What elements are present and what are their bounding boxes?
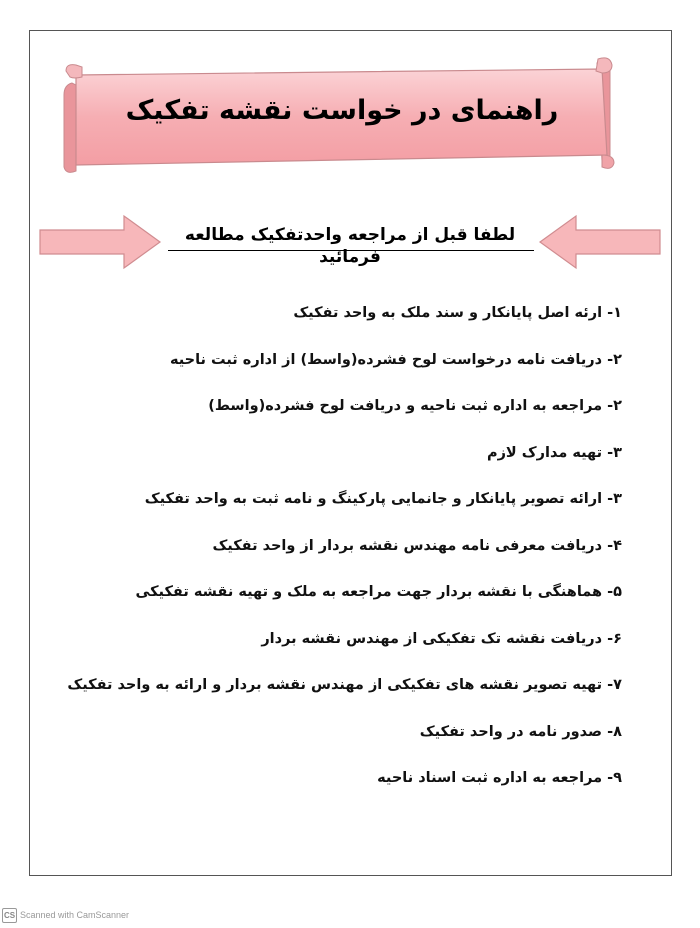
list-item: ۴- دریافت معرفی نامه مهندس نقشه بردار از واحد تفکیک <box>212 537 622 554</box>
list-item: ۲- دریافت نامه درخواست لوح فشرده(واسط) از اداره ثبت ناحیه <box>169 351 622 368</box>
list-item: ۱- ارئه اصل پایانکار و سند ملک به واحد تفکیک <box>293 305 622 321</box>
camscanner-logo-icon: CS <box>2 908 17 923</box>
steps-list <box>60 298 622 810</box>
arrow-right-icon <box>38 214 162 270</box>
list-item: ۷- تهیه تصویر نقشه های تفکیکی از مهندس نقشه بردار و ارائه به واحد تفکیک <box>67 677 622 693</box>
subtitle-underline <box>168 250 534 251</box>
list-item: ۳- تهیه مدارک لازم <box>486 444 622 461</box>
title-scroll-banner <box>62 55 617 175</box>
list-item: ۳- ارائه تصویر پایانکار و جانمایی پارکینگ و نامه ثبت به واحد تفکیک <box>144 491 622 507</box>
watermark-text: Scanned with CamScanner <box>20 910 130 920</box>
page-title: راهنمای در خواست نقشه تفکیک <box>125 95 559 126</box>
instruction-subtitle: لطفا قبل از مراجعه واحدتفکیک مطالعه فرمائید <box>184 225 516 268</box>
list-item: ۲- مراجعه به اداره ثبت ناحیه و دریافت لوح فشرده(واسط) <box>208 398 622 414</box>
arrow-left-icon <box>538 214 662 270</box>
scanner-watermark <box>2 907 129 923</box>
list-item: ۶- دریافت نقشه تک تفکیکی از مهندس نقشه بردار <box>261 630 622 647</box>
list-item: ۸- صدور نامه در واحد تفکیک <box>419 723 622 740</box>
list-item: ۵- هماهنگی با نقشه بردار جهت مراجعه به ملک و تهیه نقشه تفکیکی <box>135 584 622 600</box>
list-item: ۹- مراجعه به اداره ثبت اسناد ناحیه <box>377 770 622 786</box>
